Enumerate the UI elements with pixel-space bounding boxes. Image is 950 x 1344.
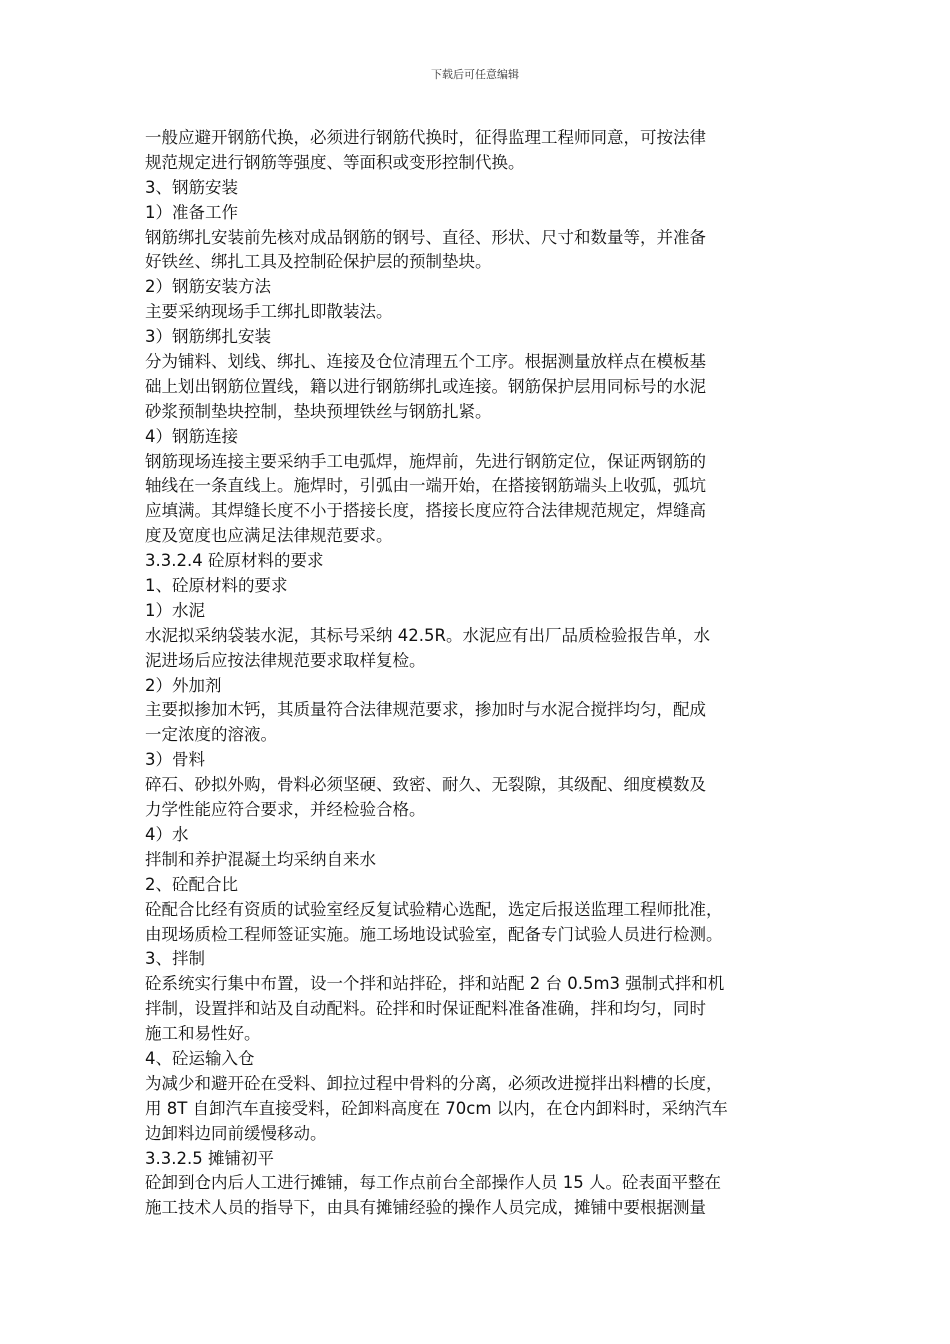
text-line: 度及宽度也应满足法律规范要求。 bbox=[145, 526, 393, 546]
text-line: 钢筋现场连接主要采纳手工电弧焊，施焊前，先进行钢筋定位，保证两钢筋的 bbox=[145, 451, 706, 471]
text-line: 1、砼原材料的要求 bbox=[145, 576, 288, 596]
text-line: 3、钢筋安装 bbox=[145, 177, 238, 197]
text-line: 2）外加剂 bbox=[145, 675, 222, 695]
text-line: 3.3.2.4 砼原材料的要求 bbox=[145, 551, 324, 571]
text-line: 2）钢筋安装方法 bbox=[145, 277, 271, 297]
text-line: 好铁丝、绑扎工具及控制砼保护层的预制垫块。 bbox=[145, 252, 492, 272]
text-line: 主要采纳现场手工绑扎即散装法。 bbox=[145, 302, 393, 322]
text-line: 边卸料边同前缓慢移动。 bbox=[145, 1123, 327, 1143]
text-line: 轴线在一条直线上。施焊时，引弧由一端开始，在搭接钢筋端头上收弧，弧坑 bbox=[145, 476, 706, 496]
text-line: 水泥拟采纳袋装水泥，其标号采纳 42.5R。水泥应有出厂品质检验报告单，水 bbox=[145, 625, 710, 645]
text-line: 拌制和养护混凝土均采纳自来水 bbox=[145, 849, 376, 869]
text-line: 分为铺料、划线、绑扎、连接及仓位清理五个工序。根据测量放样点在模板基 bbox=[145, 352, 706, 372]
text-line: 3、拌制 bbox=[145, 949, 205, 969]
text-line: 4）钢筋连接 bbox=[145, 426, 238, 446]
text-line: 由现场质检工程师签证实施。施工场地设试验室，配备专门试验人员进行检测。 bbox=[145, 924, 723, 944]
text-line: 一般应避开钢筋代换，必须进行钢筋代换时，征得监理工程师同意，可按法律 bbox=[145, 128, 706, 147]
text-line: 砼配合比经有资质的试验室经反复试验精心选配，选定后报送监理工程师批准， bbox=[145, 899, 723, 919]
page-header: 下载后可任意编辑 bbox=[431, 68, 519, 81]
text-line: 规范规定进行钢筋等强度、等面积或变形控制代换。 bbox=[145, 152, 525, 172]
text-line: 3）钢筋绑扎安装 bbox=[145, 327, 271, 347]
text-line: 一定浓度的溶液。 bbox=[145, 725, 277, 745]
text-line: 砼卸到仓内后人工进行摊铺，每工作点前台全部操作人员 15 人。砼表面平整在 bbox=[145, 1173, 721, 1193]
text-line: 拌制，设置拌和站及自动配料。砼拌和时保证配料准备准确，拌和均匀，同时 bbox=[145, 999, 706, 1019]
text-line: 力学性能应符合要求，并经检验合格。 bbox=[145, 800, 426, 820]
text-line: 主要拟掺加木钙，其质量符合法律规范要求，掺加时与水泥合搅拌均匀，配成 bbox=[145, 700, 706, 720]
text-line: 4）水 bbox=[145, 824, 189, 844]
text-line: 础上划出钢筋位置线，籍以进行钢筋绑扎或连接。钢筋保护层用同标号的水泥 bbox=[145, 376, 706, 396]
text-line: 施工和易性好。 bbox=[145, 1024, 261, 1044]
text-line: 碎石、砂拟外购，骨料必须坚硬、致密、耐久、无裂隙，其级配、细度模数及 bbox=[145, 775, 706, 795]
text-line: 1）水泥 bbox=[145, 600, 205, 620]
text-line: 施工技术人员的指导下，由具有摊铺经验的操作人员完成，摊铺中要根据测量 bbox=[145, 1198, 706, 1218]
text-line: 砼系统实行集中布置，设一个拌和站拌砼，拌和站配 2 台 0.5m3 强制式拌和机 bbox=[145, 974, 725, 994]
text-line: 钢筋绑扎安装前先核对成品钢筋的钢号、直径、形状、尺寸和数量等，并准备 bbox=[145, 227, 706, 247]
text-line: 为减少和避开砼在受料、卸拉过程中骨料的分离，必须改进搅拌出料槽的长度， bbox=[145, 1073, 723, 1093]
text-line: 砂浆预制垫块控制，垫块预埋铁丝与钢筋扎紧。 bbox=[145, 401, 492, 421]
text-line: 2、砼配合比 bbox=[145, 874, 238, 894]
document-body bbox=[145, 126, 813, 1221]
text-line: 3）骨料 bbox=[145, 750, 205, 770]
text-line: 3.3.2.5 摊铺初平 bbox=[145, 1148, 274, 1168]
text-line: 4、砼运输入仓 bbox=[145, 1048, 255, 1068]
text-line: 用 8T 自卸汽车直接受料，砼卸料高度在 70cm 以内，在仓内卸料时，采纳汽车 bbox=[145, 1098, 728, 1118]
text-line: 应填满。其焊缝长度不小于搭接长度，搭接长度应符合法律规范规定，焊缝高 bbox=[145, 501, 706, 521]
text-line: 1）准备工作 bbox=[145, 202, 238, 222]
text-line: 泥进场后应按法律规范要求取样复检。 bbox=[145, 650, 426, 670]
